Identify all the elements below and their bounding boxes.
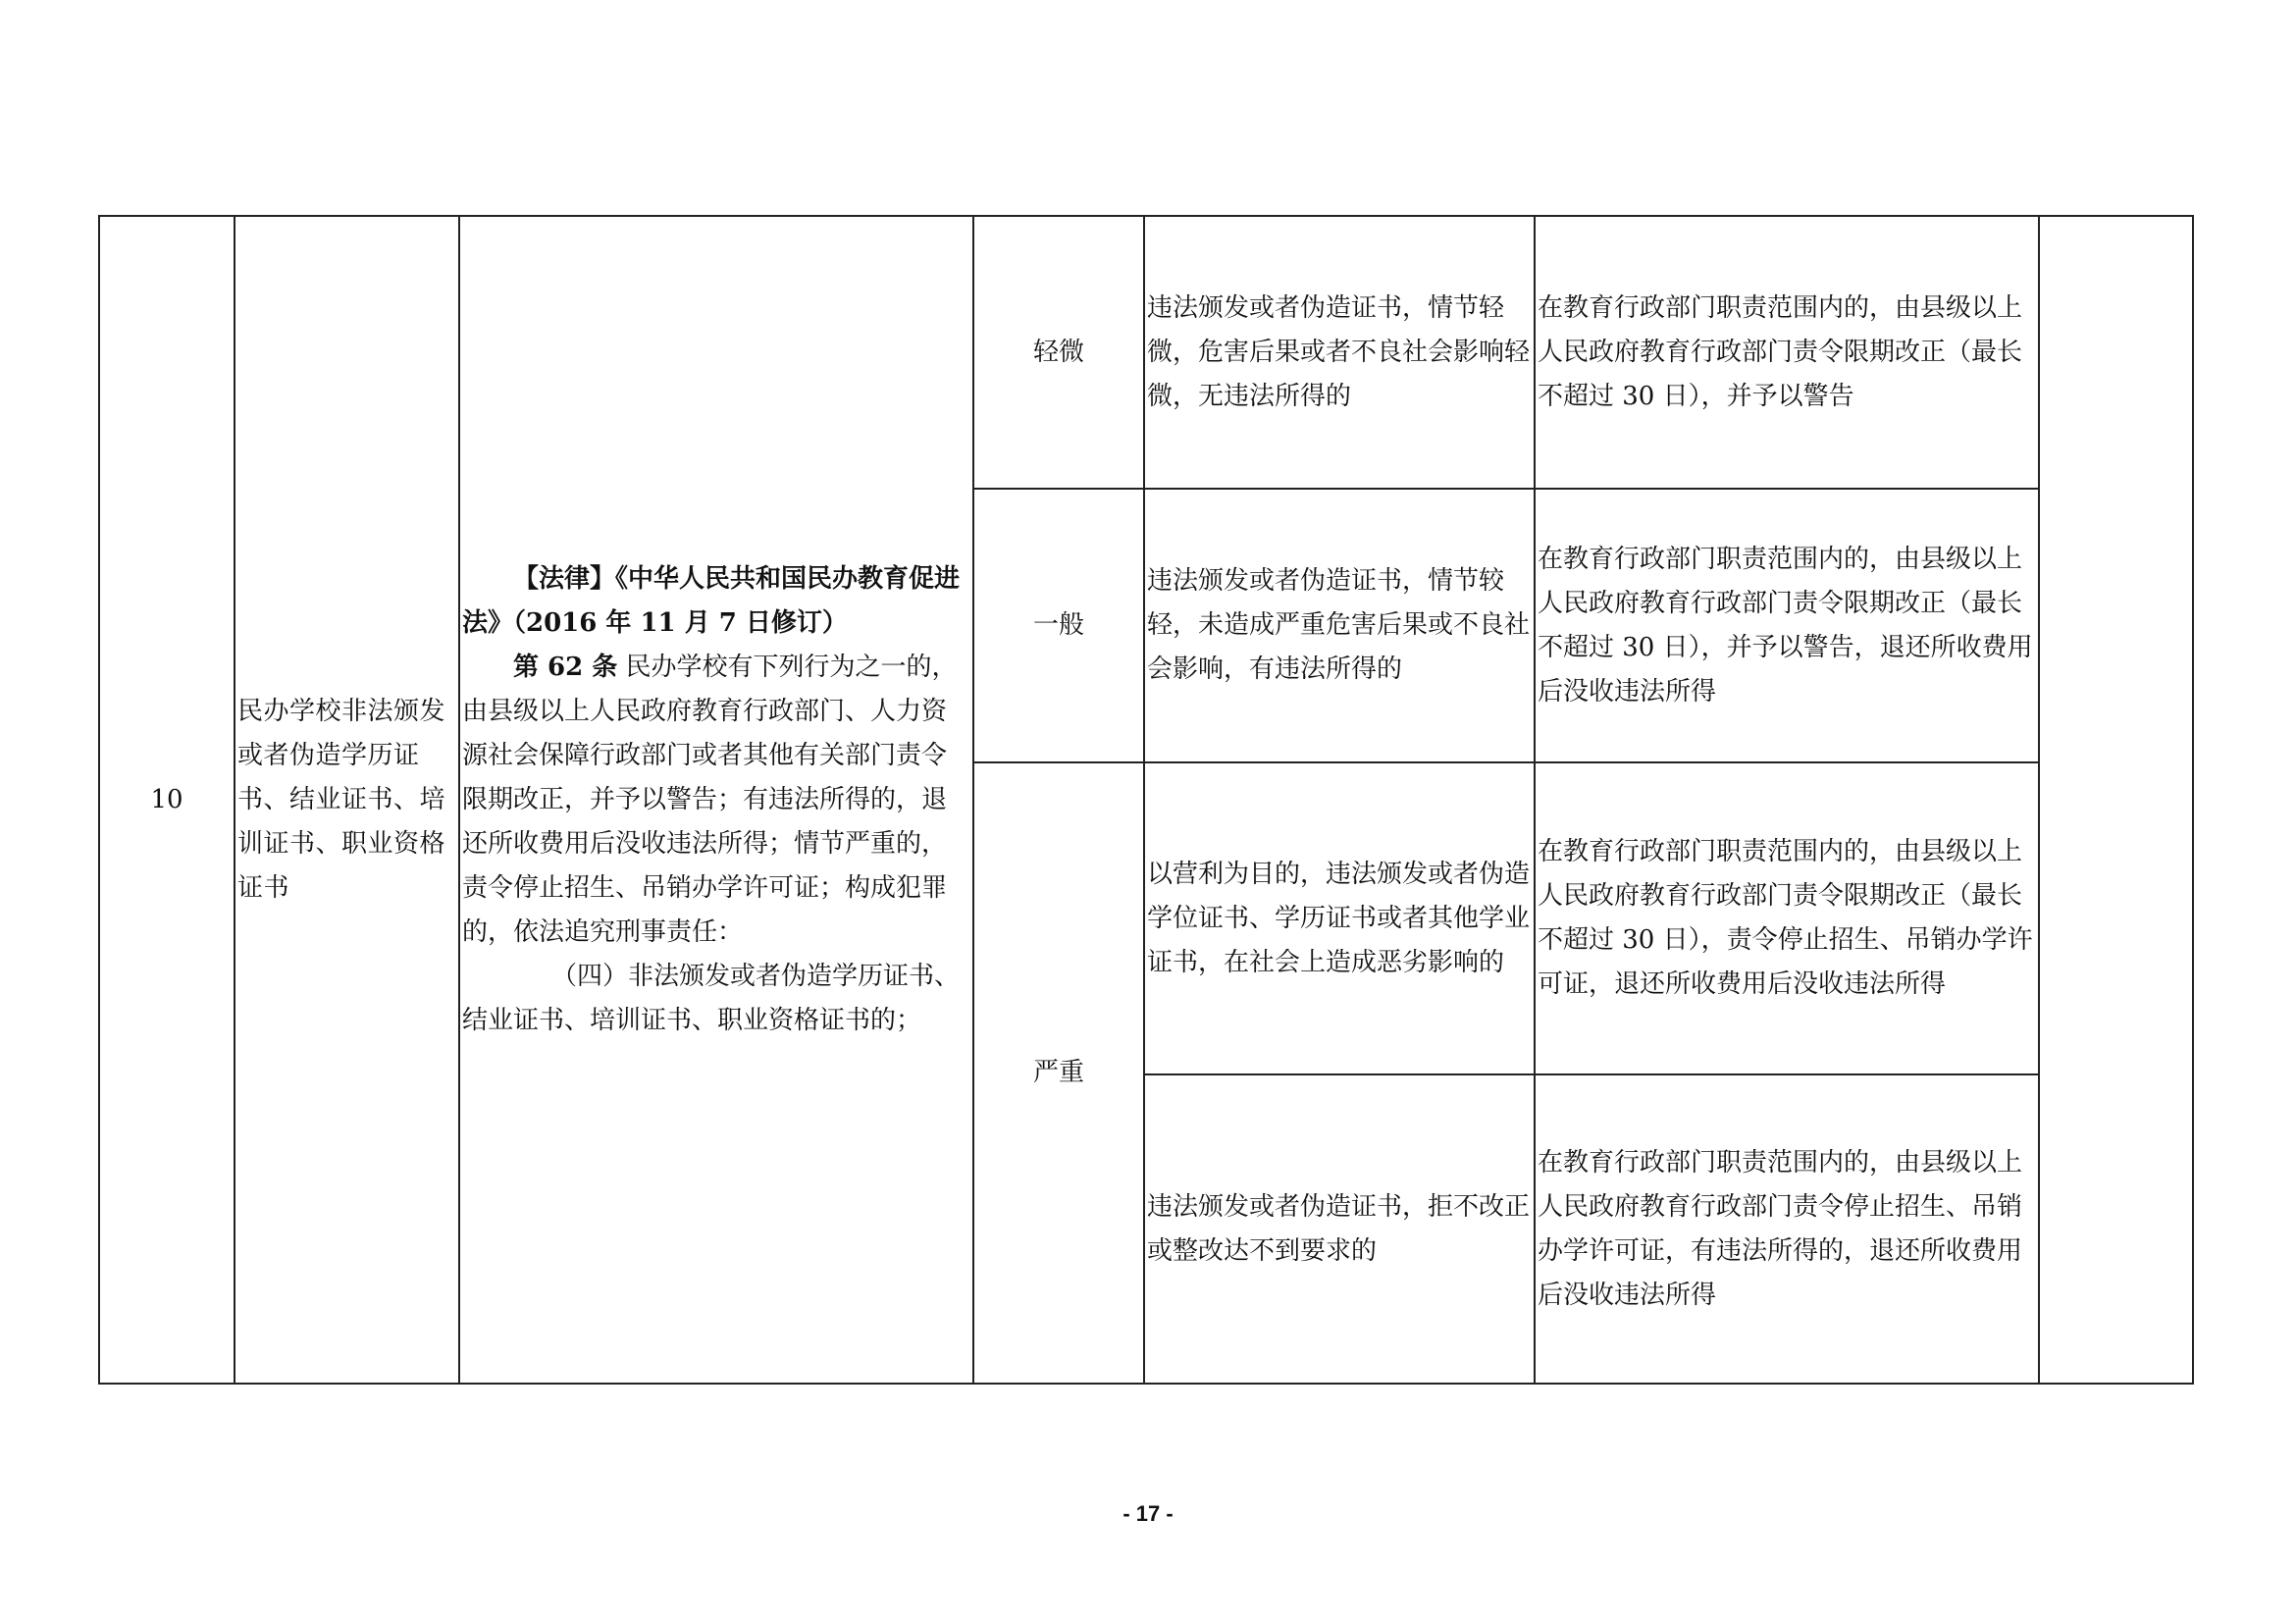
penalty-standard-cell (1535, 762, 2039, 1074)
level-label: 一般 (1032, 610, 1084, 640)
circumstance-text: 违法颁发或者伪造证书，情节较轻，未造成严重危害后果或不良社会影响，有违法所得的 (1147, 566, 1531, 684)
level-label: 严重 (1032, 1058, 1084, 1087)
violation-item-name: 民办学校非法颁发或者伪造学历证书、结业证书、培训证书、职业资格 证书 (237, 696, 446, 903)
penalty-standard-text: 在教育行政部门职责范围内的，由县级以上人民政府教育行政部门责令限期改正（最长不超过 30 日），并予以警告，退还所收费用后没收违法所得 (1538, 544, 2033, 706)
circumstance-text: 违法颁发或者伪造证书，拒不改正或整改达不到要求的 (1147, 1191, 1531, 1266)
circumstance-cell (1144, 1074, 1535, 1384)
penalty-discretion-table (98, 215, 2194, 1385)
page-number: - 17 - (1122, 1501, 1174, 1526)
violation-item-cell (235, 216, 459, 1384)
row-number-text: 10 (150, 784, 183, 814)
level-label: 轻微 (1032, 337, 1084, 367)
circumstance-cell (1144, 762, 1535, 1074)
level-cell-general (973, 489, 1144, 762)
penalty-standard-text: 在教育行政部门职责范围内的，由县级以上人民政府教育行政部门责令停止招生、吊销办学许可证，有违法所得的，退还所收费用后没收违法所得 (1538, 1147, 2023, 1310)
level-cell-serious (973, 762, 1144, 1384)
legal-basis-cell (459, 216, 973, 1384)
law-title: 【法律】《中华人民共和国民办教育促进法》（2016 年 11 月 7 日修订） (462, 563, 961, 638)
row-number (99, 216, 235, 1384)
penalty-standard-cell (1535, 216, 2039, 489)
penalty-standard-text: 在教育行政部门职责范围内的，由县级以上人民政府教育行政部门责令限期改正（最长不超过 30 日），责令停止招生、吊销办学许可证，退还所收费用后没收违法所得 (1538, 837, 2033, 999)
law-article (462, 646, 970, 955)
circumstance-text: 以营利为目的，违法颁发或者伪造学位证书、学历证书或者其他学业证书，在社会上造成恶劣影响的 (1147, 859, 1531, 977)
remark-cell (2039, 216, 2193, 1384)
law-clause: （四）非法颁发或者伪造学历证书、结业证书、培训证书、职业资格证书的； (462, 961, 961, 1035)
circumstance-cell (1144, 216, 1535, 489)
penalty-standard-cell (1535, 489, 2039, 762)
article-number: 第 62 条 (513, 652, 618, 682)
circumstance-text: 违法颁发或者伪造证书，情节轻微，危害后果或者不良社会影响轻微，无违法所得的 (1147, 292, 1531, 411)
penalty-standard-cell (1535, 1074, 2039, 1384)
circumstance-cell (1144, 489, 1535, 762)
article-text: 民办学校有下列行为之一的，由县级以上人民政府教育行政部门、人力资源社会保障行政部门或者其他有关部门责令限期改正，并予以警告；有违法所得的，退还所收费用后没收违法所得；情节严重的，责令停止招生、吊销办学许可证；构成犯罪的，依法追究刑事责任： (462, 652, 958, 947)
penalty-standard-text: 在教育行政部门职责范围内的，由县级以上人民政府教育行政部门责令限期改正（最长不超过 30 日），并予以警告 (1538, 292, 2023, 411)
level-cell-minor (973, 216, 1144, 489)
table-row (99, 216, 2193, 489)
